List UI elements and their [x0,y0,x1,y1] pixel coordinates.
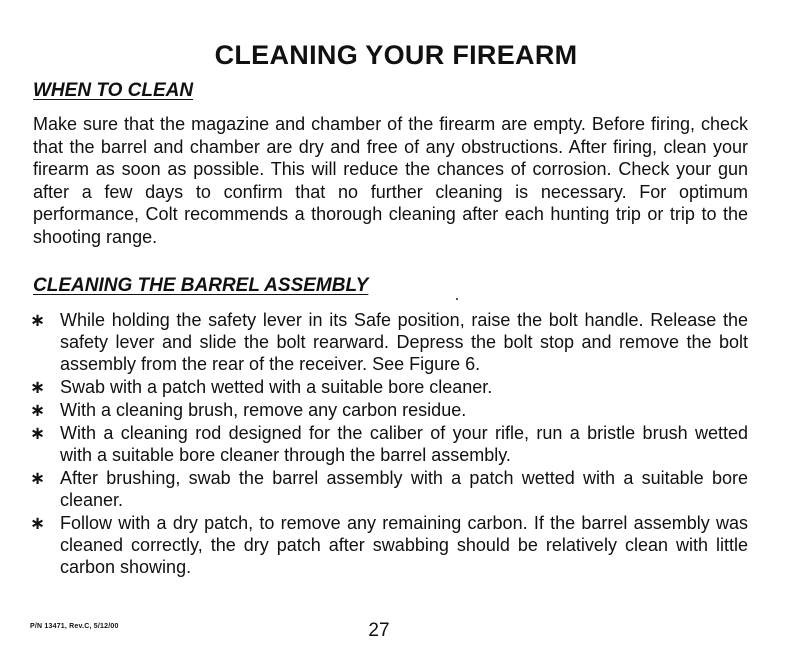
list-item [30,309,748,375]
asterisk-bullet-icon: ∗ [30,423,46,443]
list-item-text: With a cleaning rod designed for the caliber of your rifle, run a bristle brush wetted with a suitable bore cleaner through the barrel assembly. [60,423,748,465]
list-item-text: With a cleaning brush, remove any carbon residue. [60,400,467,420]
section-heading-cleaning-barrel: CLEANING THE BARREL ASSEMBLY [33,275,369,296]
part-number-footer: P/N 13471, Rev.C, 5/12/00 [30,623,119,630]
section-heading-when-to-clean: WHEN TO CLEAN [33,80,194,101]
list-item-text: Follow with a dry patch, to remove any remaining carbon. If the barrel assembly was cleaned correctly, the dry patch after swabbing should be relatively clean with little carbon showing. [60,513,748,577]
asterisk-bullet-icon: ∗ [30,400,46,420]
print-speck [456,298,458,300]
list-item [30,422,748,466]
list-item [30,512,748,578]
list-item-text: While holding the safety lever in its Safe position, raise the bolt handle. Release the safety lever and slide the bolt rearward. Depress the bolt stop and remove the bolt assembly from the rear of the receiver. See Figure 6. [60,310,748,374]
page-number: 27 [368,620,390,641]
when-to-clean-paragraph: Make sure that the magazine and chamber of the firearm are empty. Before firing, check that the barrel and chamber are dry and free of any obstructions. After firing, clean your firearm as soon as possible. This will reduce the chances of corrosion. Check your gun after a few days to confirm that no further cleaning is necessary. For optimum performance, Colt recommends a thorough cleaning after each hunting trip or trip to the shooting range. [33,114,748,247]
asterisk-bullet-icon: ∗ [30,468,46,488]
asterisk-bullet-icon: ∗ [30,310,46,330]
page-title: CLEANING YOUR FIREARM [214,40,578,70]
asterisk-bullet-icon: ∗ [30,377,46,397]
cleaning-steps-list [30,309,748,579]
list-item [30,376,748,398]
list-item [30,467,748,511]
asterisk-bullet-icon: ∗ [30,513,46,533]
list-item [30,399,748,421]
list-item-text: After brushing, swab the barrel assembly with a patch wetted with a suitable bore cleaner. [60,468,748,510]
list-item-text: Swab with a patch wetted with a suitable bore cleaner. [60,377,493,397]
